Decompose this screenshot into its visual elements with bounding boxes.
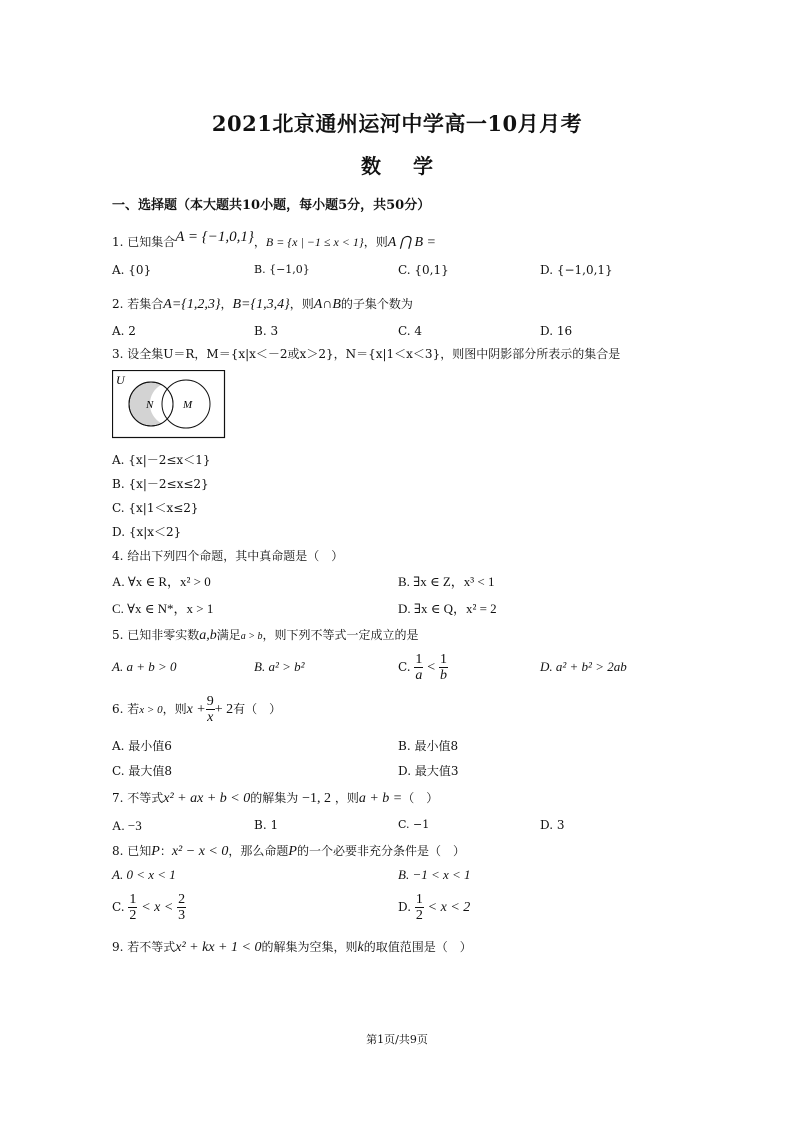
venn-diagram bbox=[112, 370, 227, 440]
section-heading: 一、选择题（本大题共10小题，每小题5分，共50分） bbox=[112, 198, 431, 213]
question-1: 1. 已知集合A = {−1,0,1}，B = {x | −1 ≤ x < 1}，则A ⋂ B = bbox=[112, 229, 436, 250]
page-title: 2021北京通州运河中学高一10月月考 bbox=[211, 111, 583, 136]
q8-option-a: A. 0 < x < 1 bbox=[112, 867, 176, 882]
q7-option-a: A. −3 bbox=[112, 818, 142, 833]
question-6: 6. 若x > 0，则x + $\frac{9}{x}$ + 2有（ ） bbox=[112, 694, 282, 725]
q2-option-b: B. 3 bbox=[254, 324, 279, 338]
q4-option-b: B. ∃x ∈ Z，x³ < 1 bbox=[398, 574, 495, 589]
q1-option-b: B. {−1,0} bbox=[254, 263, 310, 276]
page-footer: 第1页/共9页 bbox=[366, 1033, 428, 1046]
label-u: U bbox=[116, 373, 125, 387]
q7-option-c: C. −1 bbox=[398, 818, 430, 831]
question-7: 7. 不等式x² + ax + b < 0的解集为 −1, 2 ，则a + b =（ ） bbox=[112, 791, 439, 806]
q7-option-b: B. 1 bbox=[254, 818, 279, 832]
q2-option-d: D. 16 bbox=[540, 324, 573, 338]
q6-option-c: C. 最大值8 bbox=[112, 764, 173, 778]
q6-option-a: A. 最小值6 bbox=[112, 739, 172, 753]
question-3: 3. 设全集U＝R，M＝{x|x＜－2或x＞2}，N＝{x|1＜x＜3}，则图中阴影部分所表示的集合是 bbox=[112, 347, 621, 361]
q5-option-b: B. a² > b² bbox=[254, 659, 305, 674]
q5-option-d: D. a² + b² > 2ab bbox=[540, 659, 627, 674]
label-m: M bbox=[183, 399, 193, 411]
q1-option-a: A. {0} bbox=[112, 263, 152, 277]
q2-option-a: A. 2 bbox=[112, 324, 136, 338]
q1-option-c: C. {0,1} bbox=[398, 263, 449, 277]
question-8: 8. 已知P：x² − x < 0，那么命题P的一个必要非充分条件是（ ） bbox=[112, 844, 465, 859]
question-5: 5. 已知非零实数a,b满足a > b，则下列不等式一定成立的是 bbox=[112, 628, 419, 643]
q6-option-b: B. 最小值8 bbox=[398, 739, 459, 753]
q5-option-c: C. $\frac{1}{a}$ < $\frac{1}{b}$ bbox=[398, 652, 447, 683]
q5-option-a: A. a + b > 0 bbox=[112, 659, 177, 674]
q4-option-a: A. ∀x ∈ R，x² > 0 bbox=[112, 574, 211, 589]
label-n: N bbox=[146, 399, 154, 411]
question-9: 9. 若不等式x² + kx + 1 < 0的解集为空集，则k的取值范围是（ ） bbox=[112, 940, 472, 955]
q6-option-d: D. 最大值3 bbox=[398, 764, 459, 778]
q1-option-d: D. {−1,0,1} bbox=[540, 263, 613, 277]
question-4: 4. 给出下列四个命题，其中真命题是（ ） bbox=[112, 549, 344, 563]
subject-heading: 数学 bbox=[361, 154, 465, 178]
q3-option-b: B. {x|－2≤x≤2} bbox=[112, 477, 209, 491]
question-2: 2. 若集合A={1,2,3}，B={1,3,4}，则A∩B的子集个数为 bbox=[112, 297, 413, 312]
q8-option-c: C. $\frac{1}{2}$ < x < $\frac{2}{3}$ bbox=[112, 892, 186, 923]
q4-option-c: C. ∀x ∈ N*，x > 1 bbox=[112, 601, 214, 616]
q2-option-c: C. 4 bbox=[398, 324, 423, 338]
q3-option-c: C. {x|1＜x≤2} bbox=[112, 501, 199, 515]
q8-option-d: D. $\frac{1}{2}$ < x < 2 bbox=[398, 892, 471, 923]
q4-option-d: D. ∃x ∈ Q，x² = 2 bbox=[398, 601, 497, 616]
q7-option-d: D. 3 bbox=[540, 818, 565, 832]
q3-option-d: D. {x|x＜2} bbox=[112, 525, 182, 539]
q8-option-b: B. −1 < x < 1 bbox=[398, 867, 471, 882]
q3-option-a: A. {x|－2≤x＜1} bbox=[112, 453, 211, 467]
